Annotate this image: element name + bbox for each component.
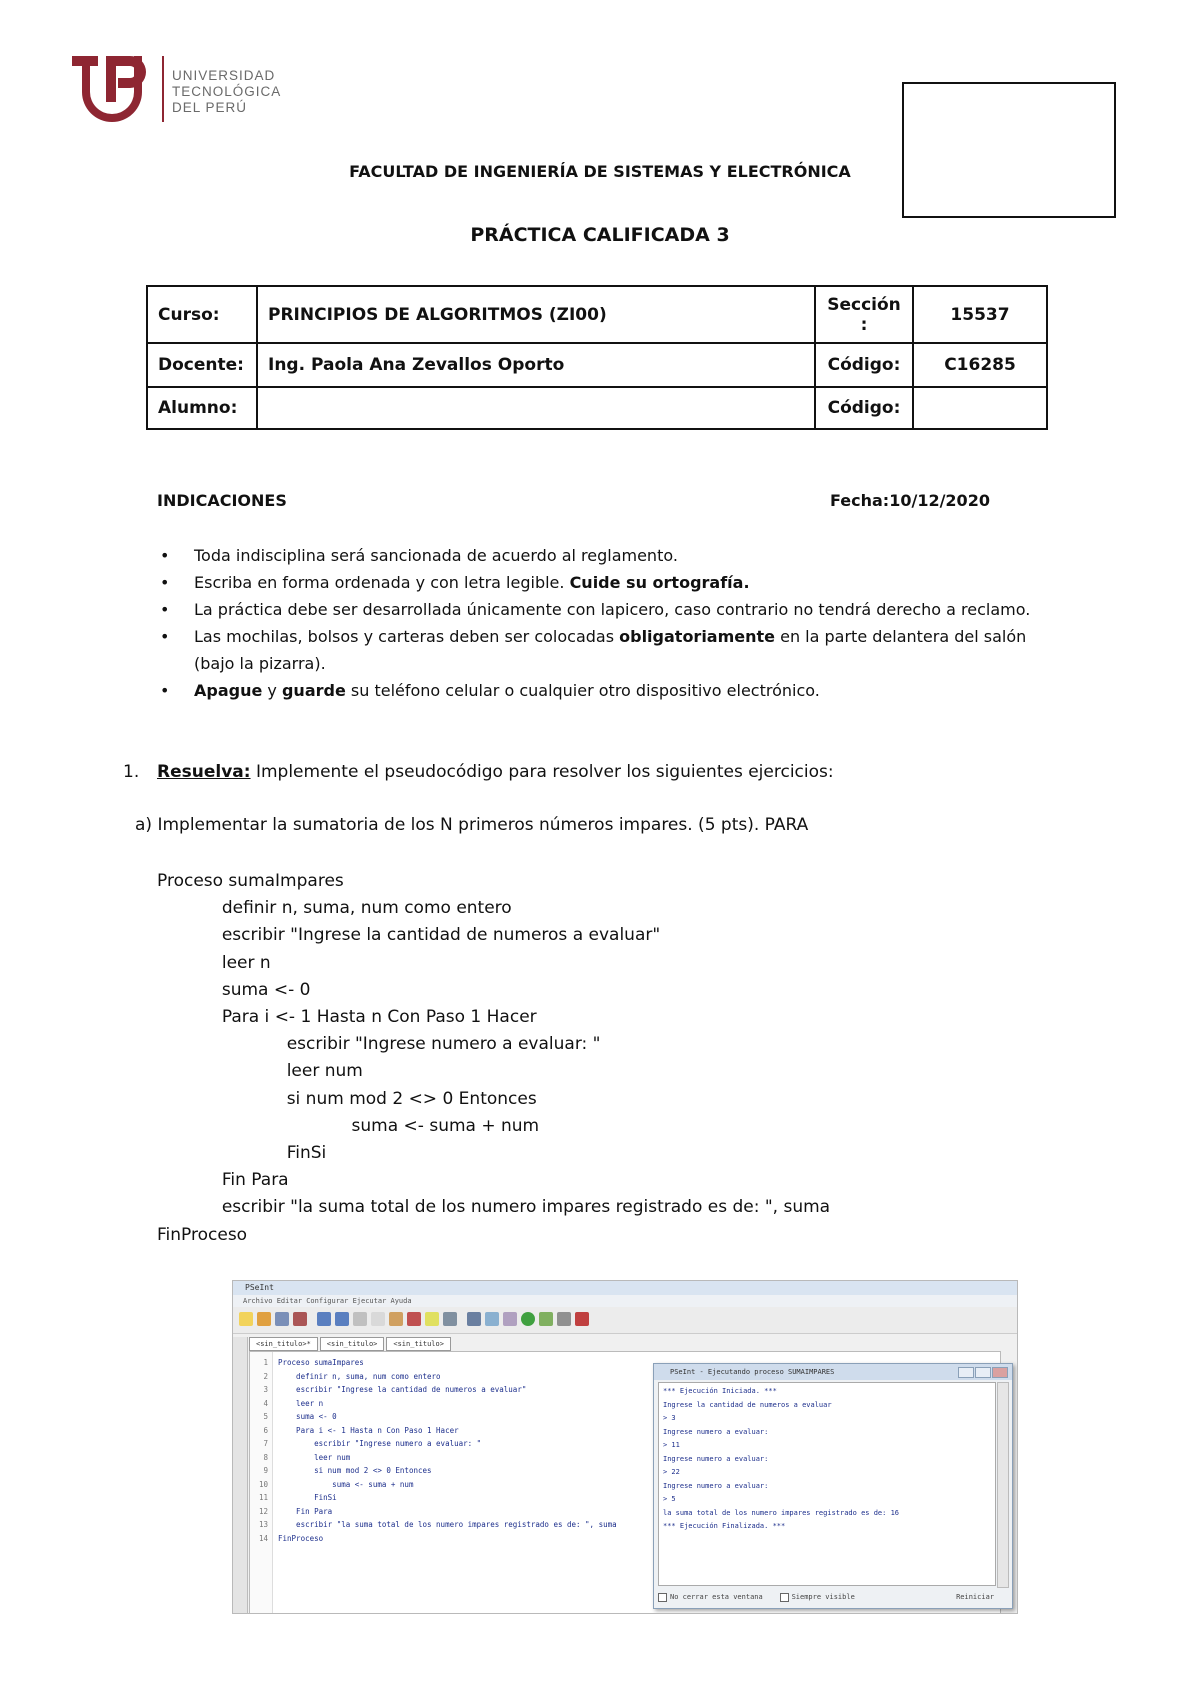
tab-file-2[interactable]: <sin_titulo> (320, 1337, 385, 1351)
editor-gutter (250, 1352, 273, 1614)
minimize-icon[interactable] (958, 1367, 974, 1378)
university-logo-icon (72, 52, 158, 122)
docente-value: Ing. Paola Ana Zevallos Oporto (257, 343, 815, 387)
search-icon (425, 1312, 439, 1326)
console-title: PSeInt - Ejecutando proceso SUMAIMPARES (670, 1368, 835, 1376)
question-1 (123, 762, 834, 782)
rule-text: Escriba en forma ordenada y con letra legible. (194, 573, 570, 592)
always-visible-checkbox[interactable] (780, 1593, 789, 1602)
exam-date: Fecha:10/12/2020 (830, 491, 990, 510)
code-line: suma <- suma + num (157, 1115, 540, 1136)
question-text: Implemente el pseudocódigo para resolver los siguientes ejercicios: (250, 762, 834, 782)
code-line: Para i <- 1 Hasta n Con Paso 1 Hacer (157, 1007, 537, 1028)
pseudocode-block (157, 868, 830, 1249)
code-line: leer n (157, 952, 271, 973)
logo-separator (162, 56, 164, 122)
rule-emphasis: Cuide su ortografía. (569, 573, 750, 592)
curso-value: PRINCIPIOS DE ALGORITMOS (ZI00) (257, 286, 815, 343)
list-item (160, 623, 1060, 677)
open-file-icon (257, 1312, 271, 1326)
seccion-value: 15537 (913, 286, 1047, 343)
rule-text: su teléfono celular o cualquier otro dispositivo electrónico. (345, 681, 820, 700)
list-item (160, 677, 1060, 704)
university-name (172, 68, 281, 116)
pseint-screenshot (232, 1280, 1018, 1614)
step-icon (485, 1312, 499, 1326)
alumno-codigo-label: Código: (815, 387, 913, 429)
rule-text: en la parte delantera del salón (bajo la pizarra). (194, 627, 1027, 673)
help-icon (575, 1312, 589, 1326)
rule-emphasis: Apague (194, 681, 263, 700)
close-icon[interactable] (992, 1367, 1008, 1378)
rule-text: y (262, 681, 282, 700)
keep-open-checkbox[interactable] (658, 1593, 667, 1602)
list-item (160, 596, 1060, 623)
rules-list (160, 542, 1060, 704)
codigo-value: C16285 (913, 343, 1047, 387)
info-table (146, 285, 1048, 430)
table-row (147, 387, 1047, 429)
copy-icon (371, 1312, 385, 1326)
logo-line-2: TECNOLÓGICA (172, 84, 282, 99)
grade-box (902, 82, 1116, 218)
console-window (653, 1363, 1013, 1609)
docente-label: Docente: (147, 343, 257, 387)
rule-text: Las mochilas, bolsos y carteras deben ser colocadas (194, 627, 620, 646)
console-output: *** Ejecución Iniciada. *** Ingrese la cantidad de numeros a evaluar > 3 Ingrese numero a evaluar: > 11 Ingrese numero a evaluar: > 22 Ingrese numero a evaluar: > 5 la suma total de los numero impares registrado es de: 16 *** Ejecución Finalizada. *** (658, 1382, 996, 1586)
code-line: Proceso sumaImpares (157, 871, 344, 891)
rule-emphasis: obligatoriamente (619, 627, 776, 646)
rule-emphasis: guarde (281, 681, 346, 700)
maximize-icon[interactable] (975, 1367, 991, 1378)
debug-icon (503, 1312, 517, 1326)
new-file-icon (239, 1312, 253, 1326)
editor-tabs (249, 1337, 453, 1351)
question-label: Resuelva: (157, 762, 251, 782)
always-visible-label: Siempre visible (791, 1593, 855, 1601)
table-row (147, 343, 1047, 387)
console-scrollbar[interactable] (997, 1382, 1009, 1588)
code-line: FinProceso (157, 1224, 248, 1245)
editor-source: Proceso sumaImpares definir n, suma, num como entero escribir "Ingrese la cantidad de numeros a evaluar" leer n suma <- 0 Para i <- 1 Hasta n Con Paso 1 Hacer escribir "Ingrese numero a evaluar: " leer num si num mod 2 <> 0 Entonces suma <- suma + num FinSi Fin Para escribir "la suma total de los numero impares registrado es de: ", suma FinProceso (278, 1358, 617, 1543)
code-line: leer num (157, 1061, 363, 1082)
save-icon (275, 1312, 289, 1326)
options-icon (557, 1312, 571, 1326)
code-line: escribir "Ingrese numero a evaluar: " (157, 1034, 601, 1055)
codigo-label: Código: (815, 343, 913, 387)
logo-line-3: DEL PERÚ (172, 100, 248, 115)
question-number: 1. (123, 762, 140, 782)
code-line: FinSi (157, 1143, 327, 1164)
indent-icon (407, 1312, 421, 1326)
rule-text: Toda indisciplina será sancionada de acuerdo al reglamento. (194, 546, 678, 565)
undo-icon (317, 1312, 331, 1326)
console-footer (658, 1590, 1008, 1604)
save-as-icon (293, 1312, 307, 1326)
page-title: PRÁCTICA CALIFICADA 3 (470, 224, 730, 246)
rule-text: La práctica debe ser desarrollada únicamente con lapicero, caso contrario no tendrá derecho a reclamo. (194, 600, 1031, 619)
logo-line-1: UNIVERSIDAD (172, 68, 276, 83)
code-line: si num mod 2 <> 0 Entonces (157, 1088, 537, 1109)
run-step-icon (539, 1312, 553, 1326)
tab-file-3[interactable]: <sin_titulo> (386, 1337, 451, 1351)
restart-button[interactable]: Reiniciar (956, 1593, 994, 1601)
code-line: suma <- 0 (157, 979, 311, 1000)
flowchart-icon (467, 1312, 481, 1326)
code-line: definir n, suma, num como entero (157, 898, 512, 919)
code-line: Fin Para (157, 1170, 289, 1191)
question-1a: a) Implementar la sumatoria de los N primeros números impares. (5 pts). PARA (135, 815, 809, 835)
indicaciones-title: INDICACIONES (157, 491, 287, 510)
console-titlebar (654, 1364, 1012, 1380)
code-line: escribir "Ingrese la cantidad de numeros a evaluar" (157, 925, 661, 946)
line-numbers: 1 2 3 4 5 6 7 8 9 10 11 12 13 14 (258, 1358, 268, 1543)
cut-icon (353, 1312, 367, 1326)
code-line: escribir "la suma total de los numero impares registrado es de: ", suma (157, 1197, 831, 1218)
list-item (160, 542, 1060, 569)
faculty-title: FACULTAD DE INGENIERÍA DE SISTEMAS Y ELECTRÓNICA (349, 162, 851, 181)
paste-icon (389, 1312, 403, 1326)
alumno-codigo-value[interactable] (913, 387, 1047, 429)
app-titlebar: PSeInt (233, 1281, 1017, 1295)
app-menubar: Archivo Editar Configurar Ejecutar Ayuda (233, 1295, 1017, 1307)
alumno-label: Alumno: (147, 387, 257, 429)
app-sidebar (233, 1337, 248, 1613)
keep-open-label: No cerrar esta ventana (670, 1593, 763, 1601)
seccion-label: Sección : (815, 286, 913, 343)
table-row (147, 286, 1047, 343)
curso-label: Curso: (147, 286, 257, 343)
list-item (160, 569, 1060, 596)
run-icon (521, 1312, 535, 1326)
find-icon (443, 1312, 457, 1326)
alumno-value[interactable] (257, 387, 815, 429)
app-toolbar (233, 1307, 1017, 1334)
tab-file-1[interactable]: <sin_titulo>* (249, 1337, 318, 1351)
redo-icon (335, 1312, 349, 1326)
